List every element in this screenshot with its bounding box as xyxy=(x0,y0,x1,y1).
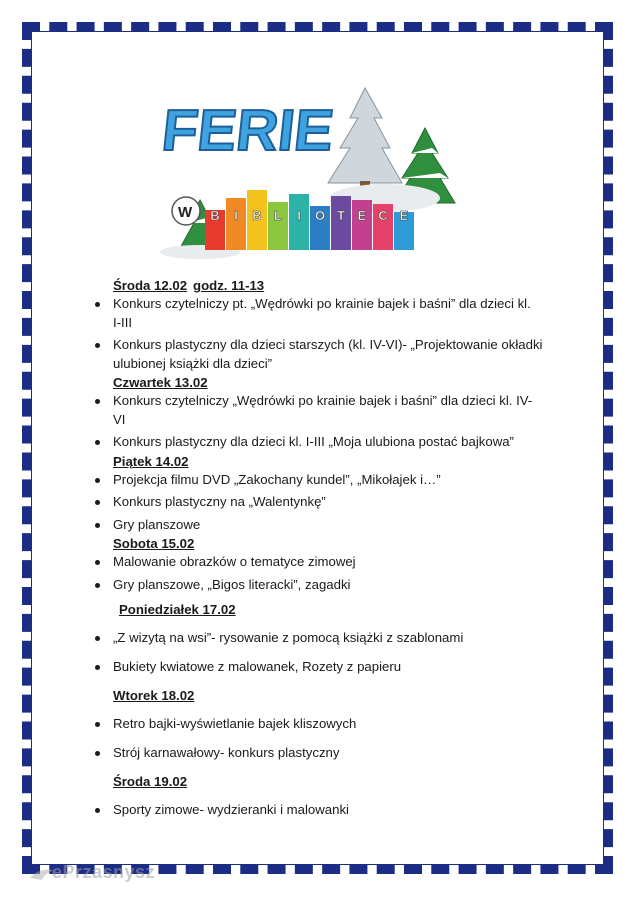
list-item xyxy=(93,801,563,820)
day-heading xyxy=(113,534,563,553)
bullet-icon xyxy=(95,636,100,641)
day-label: Sobota 15.02 xyxy=(113,536,195,551)
list-item xyxy=(93,314,563,333)
logo-bar-letter: C xyxy=(378,208,388,223)
logo-bar-letter: T xyxy=(337,208,345,223)
day-label: Wtorek 18.02 xyxy=(113,688,195,703)
day-label: Poniedziałek 17.02 xyxy=(119,602,236,617)
list-item-text: I-III xyxy=(113,314,133,330)
bullet-icon xyxy=(95,722,100,727)
watermark-text: ePrzasnysz xyxy=(52,862,156,882)
logo-bar-letter: I xyxy=(297,208,301,223)
logo-bar-letter: I xyxy=(234,208,238,223)
day-heading xyxy=(113,373,563,392)
list-item xyxy=(93,411,563,430)
list-item xyxy=(93,295,563,314)
ferie-logo xyxy=(150,78,480,268)
bullet-icon xyxy=(95,478,100,483)
day-heading xyxy=(113,452,563,471)
bullet-icon xyxy=(95,343,100,348)
list-item-text: VI xyxy=(113,411,126,427)
bullet-icon xyxy=(95,302,100,307)
snowy-tree-icon xyxy=(328,88,455,212)
list-item-text: Konkurs plastyczny dla dzieci starszych (kl. IV-VI)- „Projektowanie okładki xyxy=(113,337,543,352)
day-label: Czwartek 13.02 xyxy=(113,375,208,390)
logo-bar-letter: O xyxy=(314,208,326,223)
day-label: Środa 19.02 xyxy=(113,774,188,789)
logo-bar-letter: B xyxy=(252,208,262,223)
list-item xyxy=(93,493,563,512)
list-item xyxy=(93,355,563,374)
list-item-text: Sporty zimowe- wydzieranki i malowanki xyxy=(113,802,349,817)
list-item-text: Bukiety kwiatowe z malowanek, Rozety z papieru xyxy=(113,658,402,674)
list-item-text: Projekcja filmu DVD „Zakochany kundel”, „Mikołajek i…” xyxy=(113,471,441,487)
list-item xyxy=(93,336,563,355)
list-item xyxy=(93,553,563,572)
day-label: Piątek 14.02 xyxy=(113,453,189,469)
list-item-text: Retro bajki-wyświetlanie bajek kliszowych xyxy=(113,716,357,731)
logo-bar-letter: E xyxy=(399,208,409,223)
list-item xyxy=(93,392,563,411)
list-item-text: Strój karnawałowy- konkurs plastyczny xyxy=(113,744,340,760)
list-item-text: Gry planszowe, „Bigos literacki”, zagadki xyxy=(113,576,351,592)
bullet-icon xyxy=(95,665,100,670)
list-item-text: Malowanie obrazków o tematyce zimowej xyxy=(113,554,356,569)
logo-title: FERIE xyxy=(159,98,337,163)
list-item-text: Konkurs czytelniczy pt. „Wędrówki po krainie bajek i baśni” dla dzieci kl. xyxy=(113,296,531,311)
bullet-icon xyxy=(95,500,100,505)
day-heading xyxy=(119,600,563,619)
list-item-text: Gry planszowe xyxy=(113,516,201,532)
bullet-icon xyxy=(95,808,100,813)
bullet-icon xyxy=(95,440,100,445)
bullet-icon xyxy=(95,560,100,565)
day-heading xyxy=(113,772,563,791)
bullet-icon xyxy=(95,583,100,588)
list-item xyxy=(93,658,563,677)
day-hours: godz. 11-13 xyxy=(193,278,265,293)
list-item xyxy=(93,715,563,734)
bullet-icon xyxy=(95,523,100,528)
bullet-icon xyxy=(95,751,100,756)
list-item-text: Konkurs czytelniczy „Wędrówki po krainie bajek i baśni” dla dzieci kl. IV- xyxy=(113,393,533,408)
list-item xyxy=(93,433,563,452)
list-item-text: ulubionej książki dla dzieci” xyxy=(113,355,273,371)
list-item xyxy=(93,629,563,648)
logo-bar-letter: E xyxy=(357,208,367,223)
list-item-text: „Z wizytą na wsi”- rysowanie z pomocą książki z szablonami xyxy=(113,630,464,645)
bullet-icon xyxy=(95,399,100,404)
day-heading xyxy=(113,686,563,705)
logo-bar-letter: B xyxy=(210,208,220,223)
logo-bar xyxy=(331,196,351,250)
list-item xyxy=(93,471,563,490)
list-item-text: Konkurs plastyczny dla dzieci kl. I-III „Moja ulubiona postać bajkowa” xyxy=(113,434,514,449)
logo-bar xyxy=(226,198,246,250)
logo-bar-letter: L xyxy=(274,208,282,223)
list-item xyxy=(93,516,563,535)
list-item xyxy=(93,576,563,595)
logo-subtitle-w: W xyxy=(178,204,193,221)
list-item xyxy=(93,744,563,763)
day-label: Środa 12.02 xyxy=(113,278,188,293)
list-item-text: Konkurs plastyczny na „Walentynkę” xyxy=(113,494,326,509)
day-heading xyxy=(113,276,563,295)
schedule xyxy=(93,276,563,820)
